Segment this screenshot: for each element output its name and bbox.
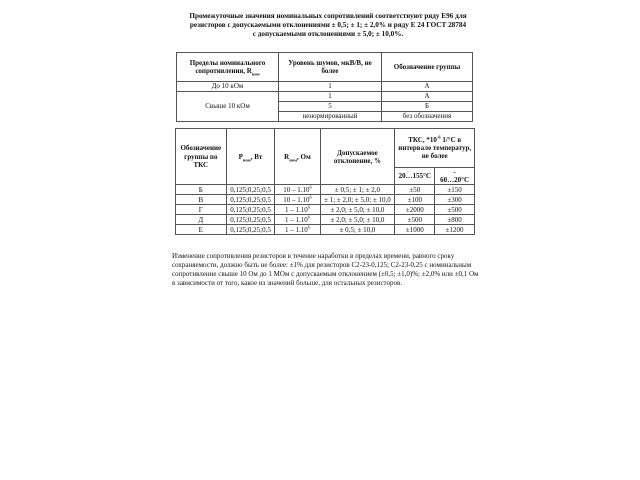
table-header-row: [176, 129, 475, 168]
group-cell: Е: [176, 225, 227, 235]
resistance-cell: 10 – 1.10$^6$: [275, 185, 320, 195]
noise-cell: ненормированный: [279, 112, 382, 122]
heading-line-1: Промежуточные значения номинальных сопротивлений соответствуют ряду Е96 для: [189, 12, 467, 20]
group-cell: без обозначения: [382, 112, 473, 122]
power-cell: 0,125;0,25;0,5: [226, 225, 275, 235]
power-cell: 0,125;0,25;0,5: [226, 215, 275, 225]
tolerance-header: Допускаемое отклонение, %: [320, 129, 395, 185]
power-header: $P_{ном}$, Вт: [226, 129, 275, 185]
tks-range-2-cell: ±300: [435, 195, 475, 205]
heading-line-2: резисторов с допускаемыми отклонениями ± 0,5; ± 1; ± 2,0% и ряду Е 24 ГОСТ 28784: [189, 21, 467, 30]
stability-note: Изменение сопротивления резисторов в течение наработки в пределах времени, равного сроку сохраняемости, должно быть не более: ±1% для резисторов С2-23-0,125; С2-23-0,25 с номинальным сопротивление свыше 10 Ом до 1 МОм с допускаемым отклонением (±0,5; ±1,0)%; ±2,0% или ±0,1 Ом в зависимости от того, какое из значений больше, для остальных резисторов.: [172, 252, 479, 287]
table-header-row: [177, 53, 473, 82]
tks-range-2-cell: ±1200: [435, 225, 475, 235]
group-cell: А: [382, 92, 473, 102]
tolerance-cell: ± 2,0; ± 5,0; ± 10,0: [320, 205, 395, 215]
resistance-cell: 10 – 1.10$^6$: [275, 195, 320, 205]
table-row: [176, 195, 475, 205]
tks-range-1-cell: ±1000: [395, 225, 435, 235]
power-cell: 0,125;0,25;0,5: [226, 195, 275, 205]
noise-level-header: Уровень шумов, мкВ/В, не более: [279, 53, 382, 82]
temp-range-1-header: 20…155°С: [395, 168, 435, 185]
group-cell: В: [176, 195, 227, 205]
resistance-cell: 1 – 1.10$^6$: [275, 225, 320, 235]
tks-group-header: Обозначение группы по ТКС: [176, 129, 227, 185]
group-cell: Б: [176, 185, 227, 195]
power-cell: 0,125;0,25;0,5: [226, 205, 275, 215]
noise-cell: 1: [279, 82, 382, 92]
group-cell: Д: [176, 215, 227, 225]
noise-cell: 1: [279, 92, 382, 102]
table-row: [176, 225, 475, 235]
table-row: [177, 92, 473, 102]
tks-range-1-cell: ±2000: [395, 205, 435, 215]
group-cell: Г: [176, 205, 227, 215]
range-cell: Свыше 10 кОм: [177, 92, 279, 122]
group-designation-header: Обозначение группы: [382, 53, 473, 82]
tks-range-1-cell: ±100: [395, 195, 435, 205]
table-row: [176, 215, 475, 225]
tolerance-cell: ± 1; ± 2,0; ± 5,0; ± 10,0: [320, 195, 395, 205]
noise-cell: 5: [279, 102, 382, 112]
tolerance-cell: ± 0,5; ± 10,0: [320, 225, 395, 235]
tks-group-table: [175, 128, 475, 235]
resistance-range-header: Пределы номинального сопротивления, $R_{ном}$: [177, 53, 279, 82]
tks-range-1-cell: ±500: [395, 215, 435, 225]
resistance-cell: 1 – 1.10$^6$: [275, 205, 320, 215]
tks-range-2-cell: ±800: [435, 215, 475, 225]
resistance-cell: 1 – 1.10$^6$: [275, 215, 320, 225]
tolerance-cell: ± 0,5; ± 1; ± 2,0: [320, 185, 395, 195]
tks-range-2-cell: ±150: [435, 185, 475, 195]
temp-range-2-header: - 60…20°С: [435, 168, 475, 185]
table-row: [176, 185, 475, 195]
table-row: [177, 82, 473, 92]
group-cell: Б: [382, 102, 473, 112]
heading-line-3: с допускаемыми отклонениями ± 5,0; ± 10,0%.: [252, 30, 404, 39]
document-heading: [168, 12, 488, 40]
noise-level-table: [176, 52, 473, 122]
power-cell: 0,125;0,25;0,5: [226, 185, 275, 195]
tks-range-1-cell: ±50: [395, 185, 435, 195]
group-cell: А: [382, 82, 473, 92]
table-row: [176, 205, 475, 215]
tolerance-cell: ± 2,0; ± 5,0; ± 10,0: [320, 215, 395, 225]
range-cell: До 10 кОм: [177, 82, 279, 92]
resistance-header: $R_{ном}$, Ом: [275, 129, 320, 185]
tks-header: ТКС, $*10^{-6}$ 1/°С в интервале температур, не более: [395, 129, 475, 168]
tks-range-2-cell: ±500: [435, 205, 475, 215]
